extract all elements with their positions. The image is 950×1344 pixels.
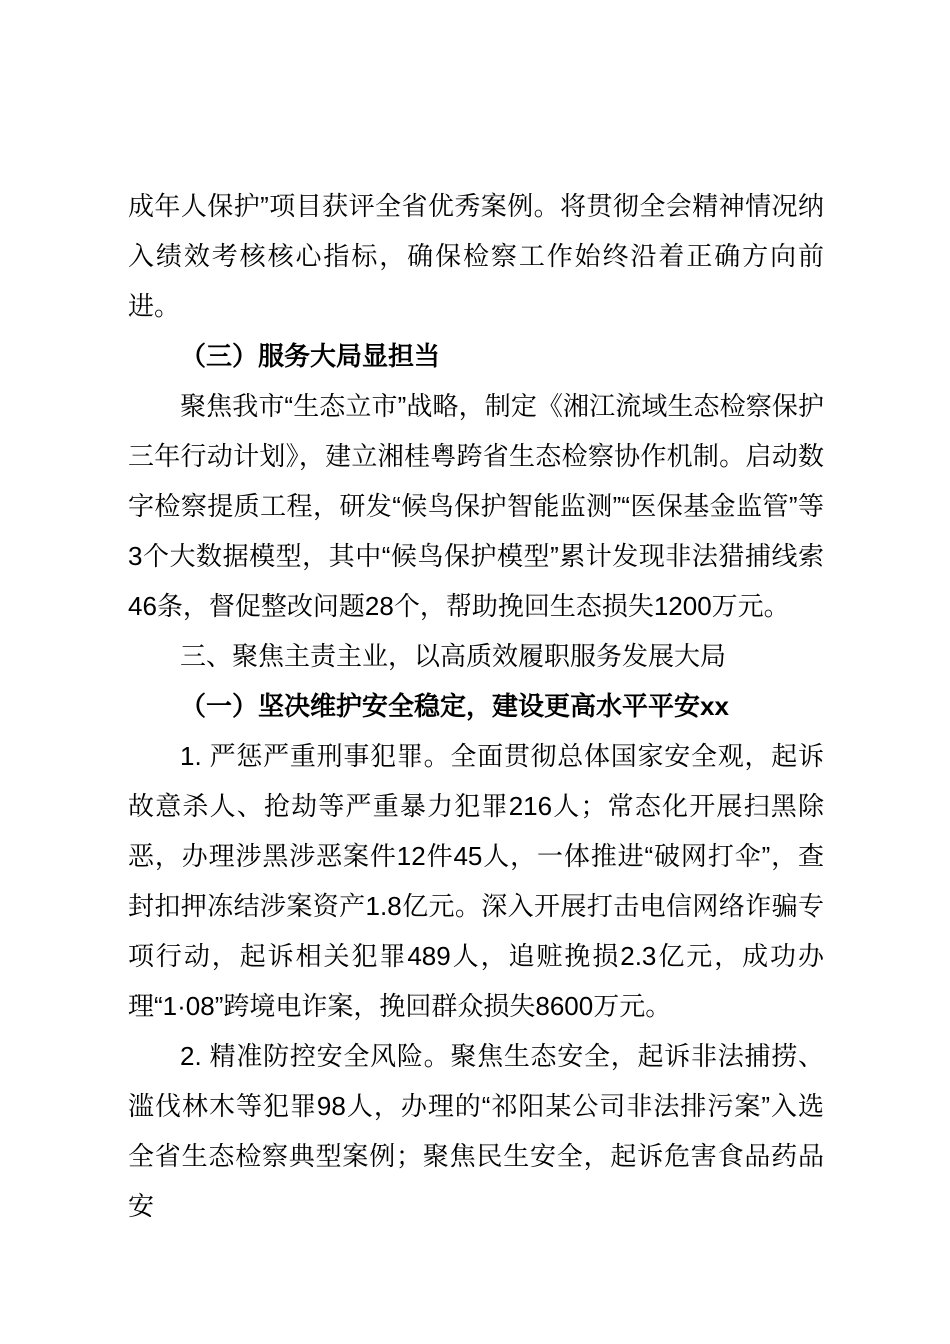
paragraph-ecology-initiatives: 聚焦我市“生态立市”战略，制定《湘江流域生态检察保护三年行动计划》，建立湘桂粤跨省生态检察协作机制。启动数字检察提质工程，研发“候鸟保护智能监测”“医保基金监管”等3个大数据模型，其中“候鸟保护模型”累计发现非法猎捕线索46条，督促整改问题28个，帮助挽回生态损失1200万元。 [128,391,824,621]
heading-subsection-one: （一）坚决维护安全稳定，建设更高水平平安xx [180,691,729,721]
heading-section-three: 三、聚焦主责主业，以高质效履职服务发展大局 [180,641,727,671]
paragraph-risk-prevention: 2. 精准防控安全风险。聚焦生态安全，起诉非法捕捞、滥伐林木等犯罪98人，办理的“祁阳某公司非法排污案”入选全省生态检察典型案例；聚焦民生安全，起诉危害食品药品安 [128,1041,824,1221]
document-text-block [128,181,824,1231]
paragraph-continuation: 成年人保护”项目获评全省优秀案例。将贯彻全会精神情况纳入绩效考核核心指标，确保检察工作始终沿着正确方向前进。 [128,191,824,321]
heading-subsection-three: （三）服务大局显担当 [180,341,441,371]
paragraph-criminal-punishment: 1. 严惩严重刑事犯罪。全面贯彻总体国家安全观，起诉故意杀人、抢劫等严重暴力犯罪216人；常态化开展扫黑除恶，办理涉黑涉恶案件12件45人，一体推进“破网打伞”，查封扣押冻结涉案资产1.8亿元。深入开展打击电信网络诈骗专项行动，起诉相关犯罪489人，追赃挽损2.3亿元，成功办理“1·08”跨境电诈案，挽回群众损失8600万元。 [128,741,824,1021]
